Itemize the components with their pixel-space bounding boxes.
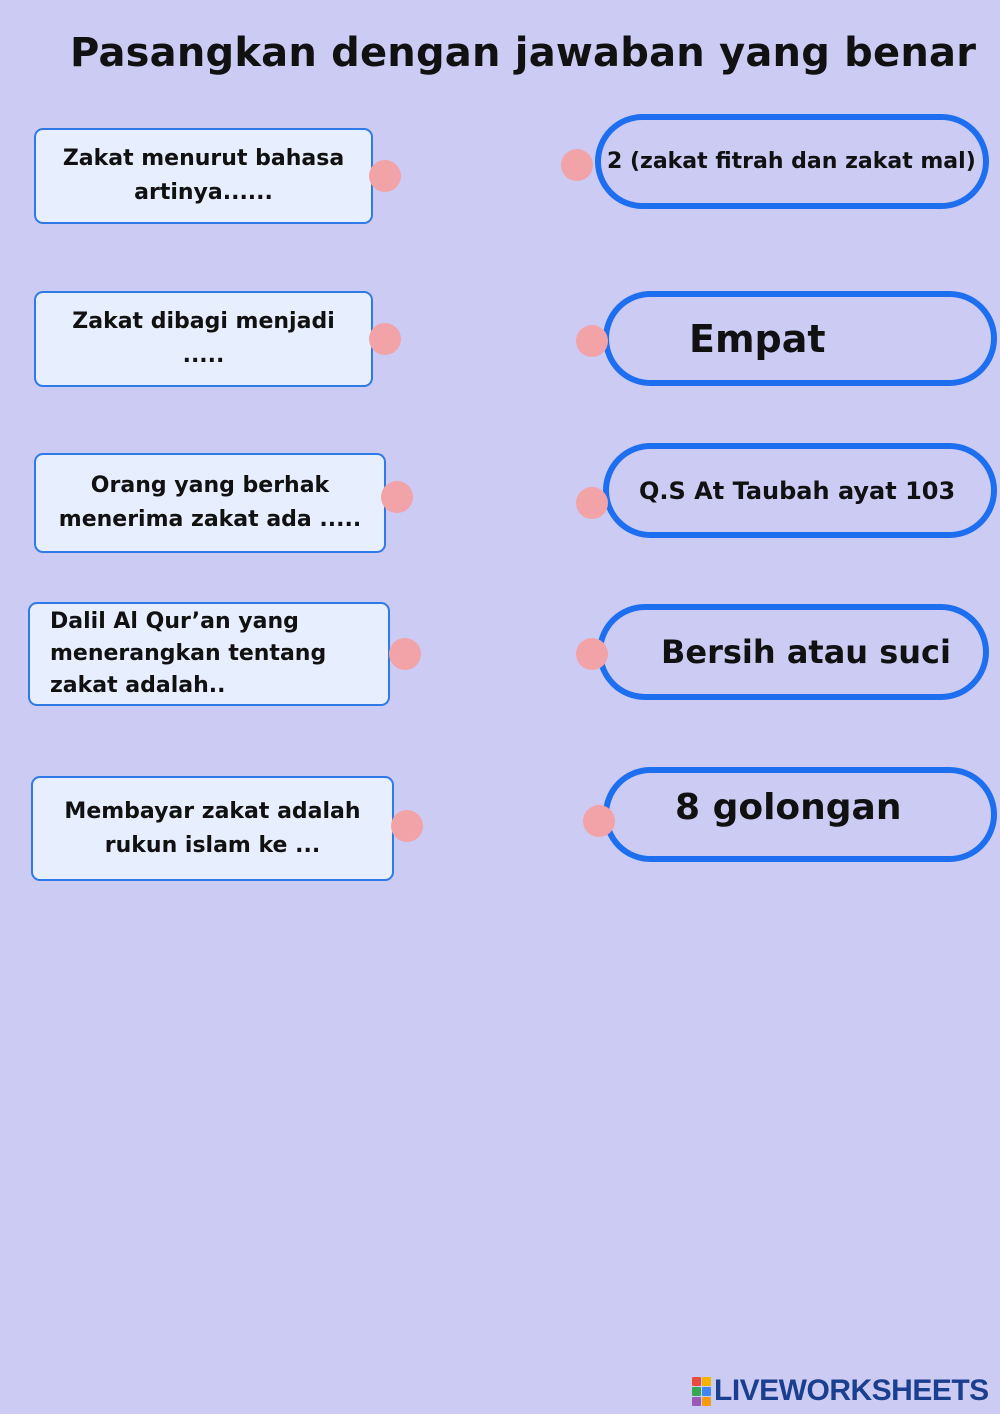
- answer-box-3: [603, 443, 997, 538]
- page-title: Pasangkan dengan jawaban yang benar: [70, 30, 977, 76]
- answer-text: 8 golongan: [675, 787, 902, 828]
- question-text: Zakat dibagi menjadi .....: [72, 309, 335, 368]
- logo-icon: [692, 1377, 711, 1406]
- answer-text: Bersih atau suci: [661, 633, 951, 671]
- answer-connector-dot-4[interactable]: [576, 638, 608, 670]
- answer-box-5: [603, 767, 997, 862]
- question-text: Orang yang berhak menerima zakat ada .....: [58, 473, 362, 532]
- answer-connector-dot-1[interactable]: [561, 149, 593, 181]
- answer-box-4: [597, 604, 989, 700]
- logo-text: LIVEWORKSHEETS: [714, 1374, 989, 1407]
- question-connector-dot-4[interactable]: [389, 638, 421, 670]
- answer-text: Q.S At Taubah ayat 103: [639, 476, 956, 505]
- answer-box-2: [603, 291, 997, 386]
- answer-connector-dot-5[interactable]: [583, 805, 615, 837]
- question-box-5: [31, 776, 394, 881]
- liveworksheets-logo: [692, 1374, 989, 1408]
- question-text: Membayar zakat adalah rukun islam ke ...: [64, 798, 361, 858]
- question-text: Dalil Al Qur’an yang menerangkan tentang zakat adalah..: [50, 609, 327, 698]
- question-box-4: [28, 602, 390, 706]
- question-box-3: [34, 453, 386, 553]
- question-box-1: [34, 128, 373, 224]
- answer-text: 2 (zakat fitrah dan zakat mal): [607, 149, 976, 174]
- question-connector-dot-1[interactable]: [369, 160, 401, 192]
- question-text: Zakat menurut bahasa artinya......: [62, 146, 345, 205]
- answer-connector-dot-2[interactable]: [576, 325, 608, 357]
- answer-text: Empat: [689, 316, 826, 361]
- answer-connector-dot-3[interactable]: [576, 487, 608, 519]
- question-box-2: [34, 291, 373, 387]
- answer-box-1: [595, 114, 989, 209]
- question-connector-dot-2[interactable]: [369, 323, 401, 355]
- question-connector-dot-5[interactable]: [391, 810, 423, 842]
- question-connector-dot-3[interactable]: [381, 481, 413, 513]
